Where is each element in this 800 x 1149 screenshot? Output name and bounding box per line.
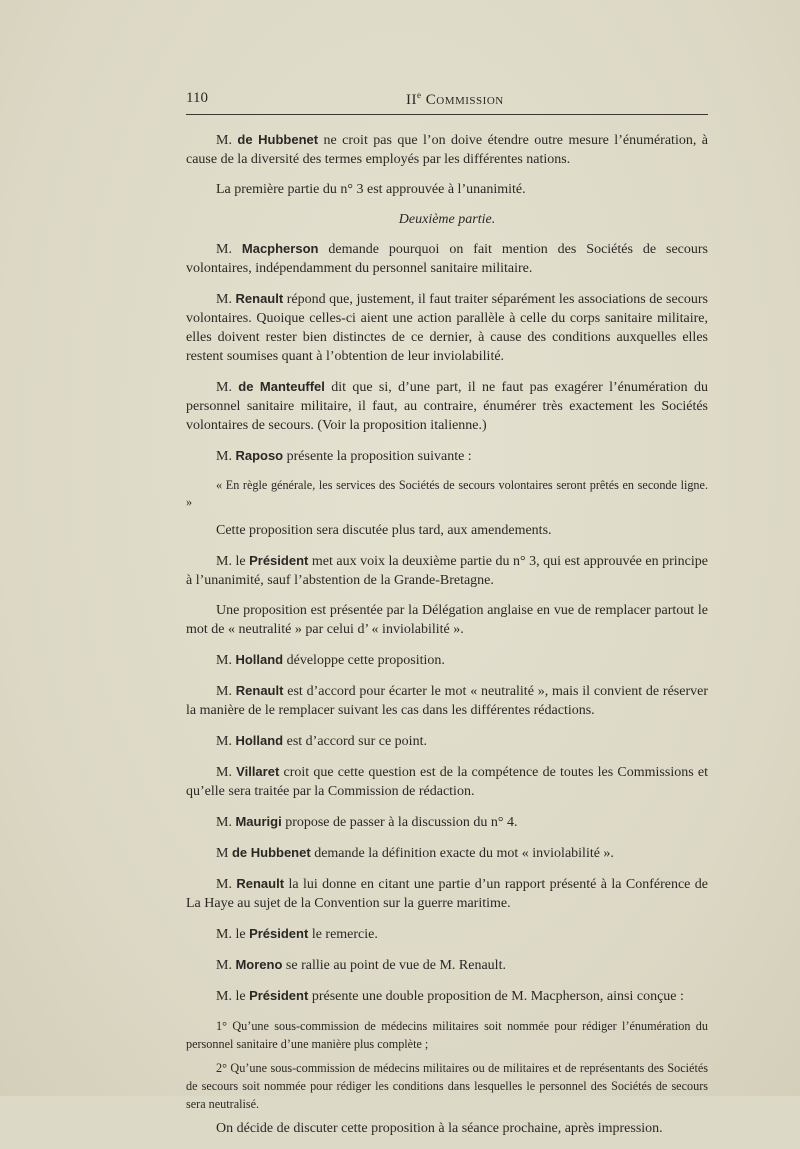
- paragraph: La première partie du n° 3 est approuvée à l’unanimité.: [216, 182, 526, 197]
- speech-paragraph: [186, 446, 708, 466]
- speech-paragraph: [186, 812, 708, 832]
- speech-text: la lui donne en citant une partie d’un rapport présenté à la Conférence de La Haye au sujet de la Convention sur la guerre maritime.: [186, 877, 708, 911]
- speaker-title: M.: [216, 734, 236, 749]
- speech-text: développe cette proposition.: [283, 653, 445, 668]
- speaker-title: M.: [216, 765, 237, 780]
- speaker-title: M.: [216, 958, 236, 973]
- paragraph: Cette proposition sera discutée plus tard, aux amendements.: [216, 523, 552, 538]
- speech-paragraph: [186, 731, 708, 751]
- speaker-title: M.: [216, 292, 236, 307]
- speech-text: présente une double proposition de M. Macpherson, ainsi conçue :: [308, 989, 684, 1004]
- title-numeral: II: [406, 92, 417, 108]
- speaker-title: M.: [216, 133, 238, 148]
- speech-paragraph: [186, 377, 708, 435]
- section-heading: Deuxième partie.: [398, 212, 496, 227]
- speech-text: le remercie.: [308, 927, 378, 942]
- speech-text: met aux voix la deuxième partie du n° 3, qui est approuvée en principe à l’unanimité, sauf l’abstention de la Grande-Bretagne.: [186, 554, 708, 588]
- speaker-name: Renault: [236, 876, 285, 891]
- paragraph: Une proposition est présentée par la Délégation anglaise en vue de remplacer partout le mot de « neutralité » par celui d’ « inviolabilité ».: [186, 603, 708, 637]
- speaker-title: M. le: [216, 554, 250, 569]
- speaker-title: M. le: [216, 989, 250, 1004]
- paragraph: On décide de discuter cette proposition à la séance prochaine, après impression.: [216, 1121, 663, 1136]
- speaker-name: de Hubbenet: [231, 845, 311, 860]
- speaker-title: M.: [216, 653, 236, 668]
- speaker-title: M: [216, 846, 232, 861]
- speech-paragraph: [186, 681, 708, 720]
- speaker-name: Moreno: [235, 957, 283, 972]
- speech-text: présente la proposition suivante :: [283, 449, 472, 464]
- speaker-name: Président: [249, 988, 309, 1003]
- speaker-name: Holland: [235, 733, 284, 748]
- speaker-title: M.: [216, 380, 239, 395]
- speaker-name: de Hubbenet: [237, 132, 319, 147]
- speech-text: dit que si, d’une part, il ne faut pas exagérer l’énumération du personnel sanitaire militaire, il faut, au contraire, énumérer très exactement les Sociétés volontaires de secours. (Voir la proposition italienne.): [186, 380, 708, 433]
- speaker-name: Raposo: [235, 448, 284, 463]
- speaker-title: M.: [216, 815, 236, 830]
- quoted-proposal: « En règle générale, les services des Sociétés de secours volontaires seront prêtés en seconde ligne. »: [186, 478, 708, 509]
- speech-paragraph: [186, 551, 708, 590]
- speech-paragraph: [186, 843, 708, 863]
- speaker-title: M.: [216, 449, 236, 464]
- page-number: 110: [186, 90, 208, 106]
- speaker-name: de Manteuffel: [238, 379, 325, 394]
- speech-paragraph: [186, 762, 708, 801]
- body-text: [186, 130, 708, 1149]
- speech-text: demande pourquoi on fait mention des Sociétés de secours volontaires, indépendamment du personnel sanitaire militaire.: [186, 242, 709, 276]
- speech-paragraph: [186, 874, 708, 913]
- speaker-name: Maurigi: [235, 814, 282, 829]
- speech-paragraph: [186, 239, 708, 278]
- speech-paragraph: [186, 955, 708, 975]
- speech-paragraph: [186, 289, 708, 366]
- speech-text: propose de passer à la discussion du n° 4.: [281, 815, 518, 830]
- speech-text: répond que, justement, il faut traiter séparément les associations de secours volontaires. Quoique celles-ci aient une action parallèle à celle du corps sanitaire militaire, elles doivent rester bien distinctes de ce dernier, à cause des conditions auxquelles elles restent soumises quant à l’obtention de leur inviolabilité.: [186, 292, 708, 364]
- speech-paragraph: [186, 924, 708, 944]
- speaker-name: Président: [249, 926, 309, 941]
- speech-text: demande la définition exacte du mot « inviolabilité ».: [310, 846, 614, 861]
- speaker-name: Macpherson: [241, 241, 319, 256]
- speech-paragraph: [186, 986, 708, 1006]
- speech-paragraph: [186, 130, 708, 169]
- proposal-item: 2° Qu’une sous-commission de médecins militaires ou de militaires et de représentants des Sociétés de secours soit nommée pour rédiger les conditions dans lesquelles le personnel des Sociétés de secours sera neutralisé.: [186, 1061, 708, 1111]
- speech-paragraph: [186, 650, 708, 670]
- speech-text: est d’accord pour écarter le mot « neutralité », mais il convient de réserver la manière de le remplacer suivant les cas dans les différentes rédactions.: [186, 684, 708, 718]
- speaker-title: M. le: [216, 927, 250, 942]
- speech-text: est d’accord sur ce point.: [283, 734, 427, 749]
- speech-text: ne croit pas que l’on doive étendre outre mesure l’énumération, à cause de la diversité des termes employés par les différentes nations.: [186, 133, 708, 167]
- speaker-name: Renault: [235, 683, 284, 698]
- speaker-title: M.: [216, 877, 237, 892]
- speaker-name: Renault: [235, 291, 284, 306]
- speaker-title: M.: [216, 684, 236, 699]
- speech-text: croit que cette question est de la compétence de toutes les Commissions et qu’elle sera traitée par la Commission de rédaction.: [186, 765, 708, 799]
- title-word: Commission: [425, 92, 504, 108]
- speech-text: se rallie au point de vue de M. Renault.: [282, 958, 506, 973]
- running-header: [186, 90, 708, 108]
- speaker-name: Président: [249, 553, 309, 568]
- title-sup: e: [417, 90, 422, 100]
- speaker-name: Villaret: [236, 764, 280, 779]
- running-title: [406, 90, 504, 109]
- speaker-title: M.: [216, 242, 242, 257]
- speaker-name: Holland: [235, 652, 284, 667]
- proposal-item: 1° Qu’une sous-commission de médecins militaires soit nommée pour rédiger l’énumération du personnel sanitaire d’une manière plus complète ;: [186, 1019, 708, 1051]
- header-rule: [186, 114, 708, 115]
